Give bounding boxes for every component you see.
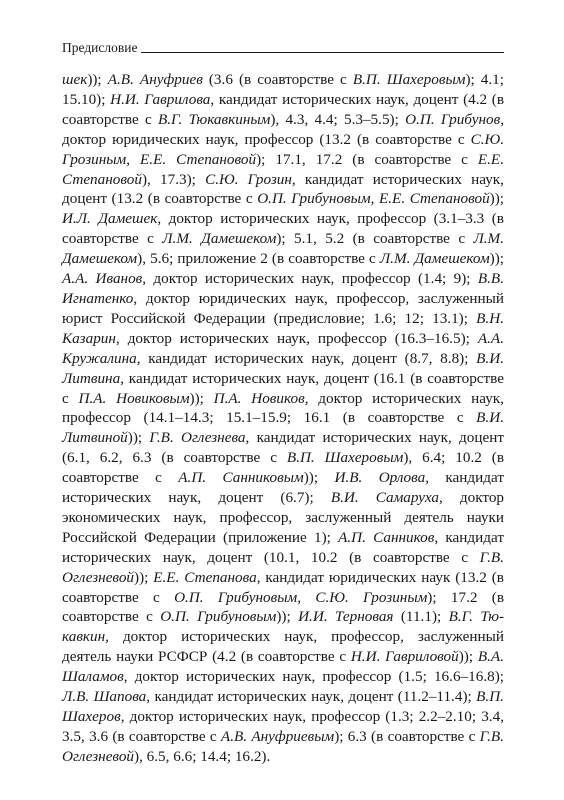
author-name: В.И. Самаруха [330, 489, 439, 507]
author-name: О.П. Грибуновым [160, 608, 277, 626]
text-run: )); [134, 568, 154, 586]
text-run: )); [276, 608, 299, 626]
text-run: , доктор исторических наук, профессор (1.4; 9); [142, 270, 478, 288]
author-name: В.Н. Казарин [62, 309, 504, 347]
author-name: Н.И. Гавриловой [350, 648, 459, 666]
text-run: )); [127, 429, 150, 447]
author-name: Н.И. Гаврилова [110, 90, 211, 108]
author-name: П.А. Новиков [213, 389, 305, 407]
text-run: ); 4.1; 15.10); [62, 71, 504, 108]
text-run: , кандидат исторических наук, доцент (6.7); [62, 469, 504, 507]
text-run: ); 5.1, 5.2 (в соавторстве с [276, 230, 474, 248]
text-run: , кандидат исторических наук, доцент (6.1, 6.2, 6.3 (в соавторстве с [62, 429, 505, 467]
text-run: , [370, 190, 379, 208]
author-name: Е.Е. Степанова [153, 568, 257, 586]
author-name: В.И. Литвина [62, 349, 504, 387]
text-run: )); [489, 250, 504, 268]
text-run: , доктор исторических наук, профессор (14.1–14.3; 15.1–15.9; 16.1 (в соавторстве с [62, 389, 504, 427]
author-name: Г.В. Оглезнева [149, 429, 246, 447]
text-run: , кандидат исторических наук, доцент (10.1, 10.2 (в соавторстве с [62, 528, 504, 566]
text-run: )); [458, 648, 478, 666]
author-name: Л.М. Дамешеком [379, 250, 490, 268]
author-name: И.Л. Дамешек [62, 210, 158, 228]
text-run: , кандидат исторических наук, доцент (8.7, 8.8); [136, 349, 477, 367]
author-name: И.В. Орлова [334, 469, 426, 487]
text-run: )); [489, 190, 505, 208]
text-run: , доктор исторических наук, профессор (16.3–16.5); [115, 329, 478, 347]
text-run: , доктор юридических наук, профессор, заслуженный юрист Российской Федерации (предисловие; 1.6; 12; 13.1); [62, 289, 504, 327]
author-name: Е.Е. Степановой [378, 190, 490, 208]
author-name: А.П. Санниковым [178, 469, 304, 487]
body-paragraph [62, 70, 504, 767]
text-run: ); 6.3 (в соавторстве с [334, 727, 480, 745]
author-name: Е.Е. Степановой [140, 150, 257, 168]
author-name: В.П. Шахеров [62, 688, 504, 725]
author-name: В.П. Шахеровым [286, 449, 404, 467]
text-run: , доктор исторических наук, профессор, заслуженный деятель науки РСФСР (4.2 (в соавторстве с [62, 628, 504, 666]
author-name: В.И. Литвиной [62, 409, 504, 447]
running-header [62, 40, 504, 56]
text-run: , кандидат исторических наук, доцент (13.2 (в соавторстве с [62, 170, 504, 208]
author-name: В.Г. Тюкавкиным [157, 110, 271, 128]
text-run: , доктор юридических наук, профессор (13.2 (в соавторстве с [62, 110, 504, 148]
text-run: ), 6.4; 10.2 (в соавторстве с [62, 449, 504, 487]
text-run: )); [87, 71, 108, 88]
author-name: П.А. Новиковым [78, 389, 190, 407]
text-run: , кандидат юридических наук (13.2 (в соавторстве с [62, 568, 504, 606]
author-name: С.Ю. Грозиным [315, 588, 428, 606]
text-run: , [297, 588, 316, 606]
author-name: А.В. Ануфриев [107, 71, 203, 88]
text-run: , кандидат исторических наук, доцент (11.2–11.4); [146, 688, 477, 706]
author-name: В.П. Шахеровым [352, 71, 466, 88]
text-run: ), 6.5, 6.6; 14.4; 16.2). [134, 747, 271, 765]
text-run: , доктор исторических наук, профессор (1.3; 2.2–2.10; 3.4, 3.5, 3.6 (в соавторстве с [62, 708, 504, 745]
author-name: Л.М. Дамешеком [162, 230, 277, 248]
text-run: , доктор исторических наук, профессор (3.1–3.3 (в соавторстве с [62, 210, 504, 248]
text-run: , кандидат исторических наук, доцент (4.2 (в соавторстве с [62, 90, 504, 128]
author-name: Г.В. Оглезневой [62, 548, 504, 586]
text-run: )); [189, 389, 214, 407]
text-run: ), 17.3); [141, 170, 206, 188]
text-run: ); 17.1, 17.2 (в соавторстве с [256, 150, 478, 168]
author-name: О.П. Грибуновым [174, 588, 298, 606]
author-name: шек [62, 71, 88, 88]
author-name: О.П. Грибунов [405, 110, 501, 128]
text-run: , кандидат исторических наук, доцент (16.1 (в соавторстве с [62, 369, 504, 407]
text-run: , [126, 150, 141, 168]
author-name: В.В. Игнатенко [62, 270, 504, 307]
text-run: ), 4.3, 4.4; 5.3–5.5); [270, 110, 406, 128]
author-name: В.Г. Тюкавкин [62, 608, 504, 646]
author-name: Г.В. Оглезневой [62, 727, 504, 765]
author-name: А.А. Кружалина [62, 329, 504, 367]
text-run: ); 17.2 (в соавторстве с [62, 588, 505, 626]
running-header-title: Предисловие [62, 40, 138, 55]
text-run: )); [303, 469, 335, 487]
author-name: А.А. Иванов [62, 270, 143, 288]
author-name: С.Ю. Грозин [205, 170, 292, 188]
author-name: И.И. Терновая [298, 608, 394, 626]
author-name: В.А. Шаламов [62, 648, 504, 686]
text-run: , доктор экономических наук, профессор, заслуженный деятель науки Российской Федерации (приложение 1); [62, 489, 505, 546]
author-name: Л.В. Шапова [62, 688, 147, 706]
header-rule [141, 52, 504, 53]
author-name: А.П. Санников [338, 528, 435, 546]
author-name: Л.М. Дамешеком [62, 230, 504, 268]
author-name: Е.Е. Степановой [62, 150, 504, 188]
author-name: А.В. Ануфриевым [220, 727, 335, 745]
text-run: ), 5.6; приложение 2 (в соавторстве с [137, 250, 380, 268]
author-name: О.П. Грибуновым [257, 190, 371, 208]
text-run: , доктор исторических наук, профессор (1.5; 16.6–16.8); [123, 668, 504, 686]
author-name: С.Ю. Грозиным [62, 130, 504, 168]
text-run: (3.6 (в соавторстве с [202, 71, 353, 88]
text-run: (11.1); [393, 608, 449, 626]
